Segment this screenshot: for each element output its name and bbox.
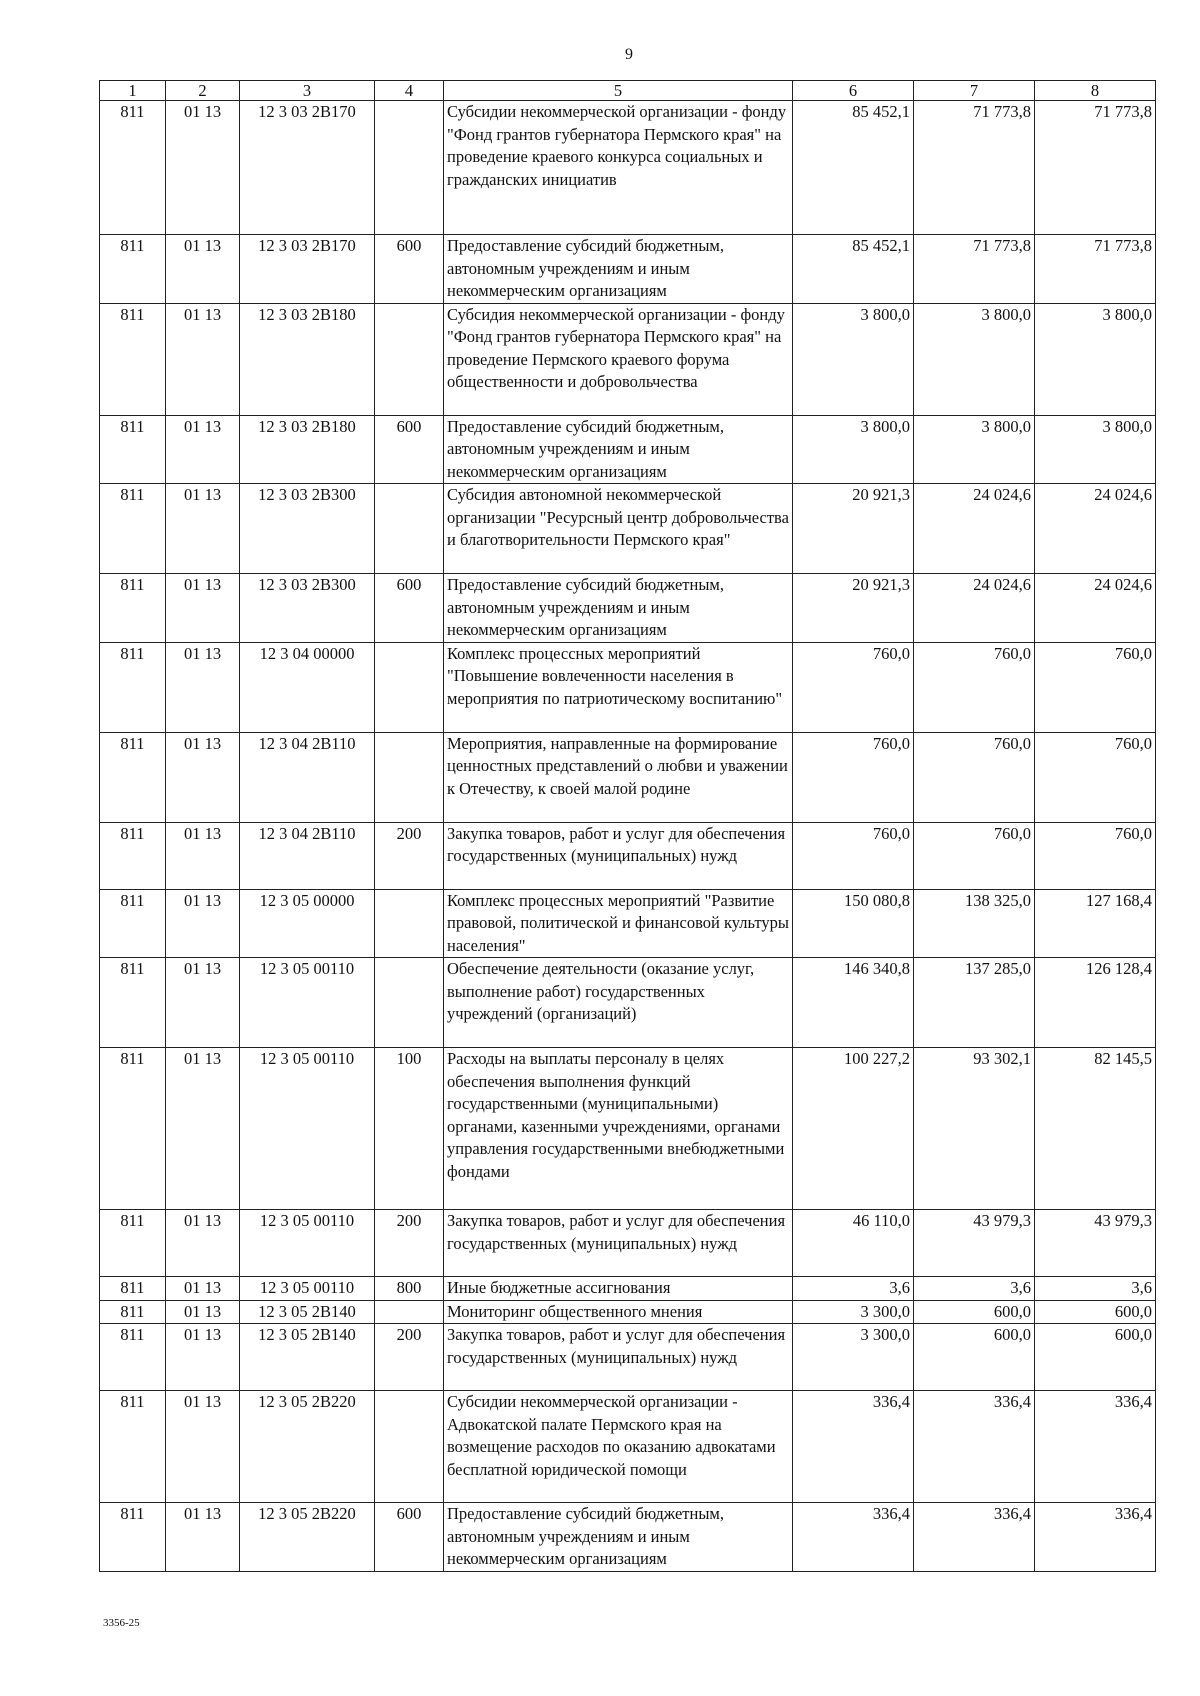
expense-type-cell: 200 (375, 1210, 444, 1277)
target-article-cell: 12 3 03 2В300 (240, 484, 375, 574)
amount-year3-cell: 82 145,5 (1035, 1048, 1156, 1210)
amount-year3-cell: 3 800,0 (1035, 415, 1156, 484)
amount-year3-cell: 127 168,4 (1035, 889, 1156, 958)
amount-year2-cell: 760,0 (914, 822, 1035, 889)
target-article-cell: 12 3 05 00110 (240, 1277, 375, 1301)
section-code-cell: 01 13 (166, 574, 240, 643)
amount-year1-cell: 146 340,8 (793, 958, 914, 1048)
header-cell: 2 (166, 81, 240, 101)
expense-type-cell (375, 732, 444, 822)
agency-code-cell: 811 (100, 101, 166, 235)
expense-type-cell: 600 (375, 1503, 444, 1572)
target-article-cell: 12 3 03 2В170 (240, 101, 375, 235)
section-code-cell: 01 13 (166, 1300, 240, 1324)
description-cell: Закупка товаров, работ и услуг для обеспечения государственных (муниципальных) нужд (444, 1324, 793, 1391)
agency-code-cell: 811 (100, 732, 166, 822)
table-row (100, 958, 1156, 1048)
target-article-cell: 12 3 05 2В220 (240, 1391, 375, 1503)
agency-code-cell: 811 (100, 889, 166, 958)
table-row (100, 1210, 1156, 1277)
agency-code-cell: 811 (100, 1391, 166, 1503)
table-row (100, 1048, 1156, 1210)
expense-type-cell: 800 (375, 1277, 444, 1301)
section-code-cell: 01 13 (166, 889, 240, 958)
section-code-cell: 01 13 (166, 101, 240, 235)
description-cell: Закупка товаров, работ и услуг для обеспечения государственных (муниципальных) нужд (444, 822, 793, 889)
amount-year2-cell: 336,4 (914, 1391, 1035, 1503)
table-row (100, 822, 1156, 889)
amount-year3-cell: 600,0 (1035, 1300, 1156, 1324)
target-article-cell: 12 3 05 2В220 (240, 1503, 375, 1572)
table-row (100, 101, 1156, 235)
agency-code-cell: 811 (100, 1324, 166, 1391)
amount-year1-cell: 3 300,0 (793, 1300, 914, 1324)
table-row (100, 303, 1156, 415)
amount-year2-cell: 3 800,0 (914, 415, 1035, 484)
header-cell: 6 (793, 81, 914, 101)
target-article-cell: 12 3 03 2В180 (240, 415, 375, 484)
table-row (100, 415, 1156, 484)
amount-year3-cell: 760,0 (1035, 732, 1156, 822)
target-article-cell: 12 3 03 2В180 (240, 303, 375, 415)
section-code-cell: 01 13 (166, 303, 240, 415)
table-row (100, 484, 1156, 574)
target-article-cell: 12 3 05 00110 (240, 958, 375, 1048)
amount-year3-cell: 71 773,8 (1035, 235, 1156, 304)
amount-year2-cell: 24 024,6 (914, 574, 1035, 643)
expense-type-cell (375, 1300, 444, 1324)
agency-code-cell: 811 (100, 303, 166, 415)
section-code-cell: 01 13 (166, 1391, 240, 1503)
amount-year1-cell: 336,4 (793, 1503, 914, 1572)
table-row (100, 1277, 1156, 1301)
section-code-cell: 01 13 (166, 1324, 240, 1391)
section-code-cell: 01 13 (166, 1503, 240, 1572)
agency-code-cell: 811 (100, 1277, 166, 1301)
agency-code-cell: 811 (100, 484, 166, 574)
amount-year3-cell: 336,4 (1035, 1391, 1156, 1503)
description-cell: Комплекс процессных мероприятий "Развитие правовой, политической и финансовой культуры населения" (444, 889, 793, 958)
amount-year3-cell: 24 024,6 (1035, 484, 1156, 574)
expense-type-cell (375, 958, 444, 1048)
section-code-cell: 01 13 (166, 1048, 240, 1210)
target-article-cell: 12 3 04 2В110 (240, 732, 375, 822)
section-code-cell: 01 13 (166, 1277, 240, 1301)
agency-code-cell: 811 (100, 415, 166, 484)
description-cell: Комплекс процессных мероприятий "Повышение вовлеченности населения в мероприятия по патриотическому воспитанию" (444, 642, 793, 732)
agency-code-cell: 811 (100, 958, 166, 1048)
amount-year2-cell: 3,6 (914, 1277, 1035, 1301)
amount-year2-cell: 71 773,8 (914, 235, 1035, 304)
amount-year3-cell: 760,0 (1035, 642, 1156, 732)
header-row (100, 81, 1156, 101)
expense-type-cell (375, 1391, 444, 1503)
description-cell: Предоставление субсидий бюджетным, автономным учреждениям и иным некоммерческим организациям (444, 235, 793, 304)
amount-year2-cell: 336,4 (914, 1503, 1035, 1572)
amount-year1-cell: 100 227,2 (793, 1048, 914, 1210)
amount-year2-cell: 760,0 (914, 732, 1035, 822)
amount-year3-cell: 3,6 (1035, 1277, 1156, 1301)
amount-year1-cell: 85 452,1 (793, 235, 914, 304)
amount-year2-cell: 137 285,0 (914, 958, 1035, 1048)
amount-year1-cell: 46 110,0 (793, 1210, 914, 1277)
target-article-cell: 12 3 05 2В140 (240, 1300, 375, 1324)
agency-code-cell: 811 (100, 574, 166, 643)
description-cell: Предоставление субсидий бюджетным, автономным учреждениям и иным некоммерческим организациям (444, 574, 793, 643)
amount-year2-cell: 138 325,0 (914, 889, 1035, 958)
expense-type-cell: 600 (375, 574, 444, 643)
agency-code-cell: 811 (100, 822, 166, 889)
amount-year3-cell: 3 800,0 (1035, 303, 1156, 415)
amount-year1-cell: 3,6 (793, 1277, 914, 1301)
expense-type-cell (375, 101, 444, 235)
header-cell: 4 (375, 81, 444, 101)
amount-year1-cell: 20 921,3 (793, 574, 914, 643)
expense-type-cell: 600 (375, 415, 444, 484)
table-row (100, 574, 1156, 643)
description-cell: Субсидия некоммерческой организации - фонду "Фонд грантов губернатора Пермского края" на проведение Пермского краевого форума общественности и добровольчества (444, 303, 793, 415)
amount-year1-cell: 3 800,0 (793, 303, 914, 415)
target-article-cell: 12 3 04 2В110 (240, 822, 375, 889)
header-cell: 7 (914, 81, 1035, 101)
amount-year1-cell: 3 300,0 (793, 1324, 914, 1391)
amount-year3-cell: 43 979,3 (1035, 1210, 1156, 1277)
table-row (100, 1324, 1156, 1391)
amount-year1-cell: 336,4 (793, 1391, 914, 1503)
table-row (100, 1391, 1156, 1503)
description-cell: Закупка товаров, работ и услуг для обеспечения государственных (муниципальных) нужд (444, 1210, 793, 1277)
amount-year1-cell: 760,0 (793, 732, 914, 822)
amount-year3-cell: 24 024,6 (1035, 574, 1156, 643)
target-article-cell: 12 3 05 00110 (240, 1048, 375, 1210)
amount-year2-cell: 3 800,0 (914, 303, 1035, 415)
description-cell: Иные бюджетные ассигнования (444, 1277, 793, 1301)
amount-year1-cell: 760,0 (793, 642, 914, 732)
expense-type-cell (375, 303, 444, 415)
expense-type-cell: 100 (375, 1048, 444, 1210)
section-code-cell: 01 13 (166, 235, 240, 304)
description-cell: Предоставление субсидий бюджетным, автономным учреждениям и иным некоммерческим организациям (444, 415, 793, 484)
amount-year1-cell: 760,0 (793, 822, 914, 889)
header-cell: 1 (100, 81, 166, 101)
section-code-cell: 01 13 (166, 822, 240, 889)
table-row (100, 235, 1156, 304)
amount-year2-cell: 93 302,1 (914, 1048, 1035, 1210)
header-cell: 5 (444, 81, 793, 101)
expense-type-cell (375, 484, 444, 574)
expense-type-cell: 200 (375, 1324, 444, 1391)
table-row (100, 1503, 1156, 1572)
amount-year1-cell: 20 921,3 (793, 484, 914, 574)
amount-year3-cell: 336,4 (1035, 1503, 1156, 1572)
agency-code-cell: 811 (100, 1503, 166, 1572)
description-cell: Расходы на выплаты персоналу в целях обеспечения выполнения функций государственными (муниципальными) органами, казенными учреждениями, органами управления государственными внебюджетными фондами (444, 1048, 793, 1210)
description-cell: Субсидии некоммерческой организации - фонду "Фонд грантов губернатора Пермского края" на проведение краевого конкурса социальных и гражданских инициатив (444, 101, 793, 235)
section-code-cell: 01 13 (166, 484, 240, 574)
table-row (100, 642, 1156, 732)
table-row (100, 732, 1156, 822)
expense-type-cell (375, 642, 444, 732)
table-row (100, 1300, 1156, 1324)
target-article-cell: 12 3 05 00110 (240, 1210, 375, 1277)
amount-year2-cell: 71 773,8 (914, 101, 1035, 235)
page-number: 9 (625, 46, 633, 63)
amount-year3-cell: 600,0 (1035, 1324, 1156, 1391)
amount-year1-cell: 150 080,8 (793, 889, 914, 958)
description-cell: Субсидия автономной некоммерческой организации "Ресурсный центр добровольчества и благотворительности Пермского края" (444, 484, 793, 574)
description-cell: Мероприятия, направленные на формирование ценностных представлений о любви и уважении к Отечеству, к своей малой родине (444, 732, 793, 822)
agency-code-cell: 811 (100, 235, 166, 304)
document-code: 3356-25 (103, 1617, 140, 1629)
description-cell: Предоставление субсидий бюджетным, автономным учреждениям и иным некоммерческим организациям (444, 1503, 793, 1572)
expense-type-cell (375, 889, 444, 958)
section-code-cell: 01 13 (166, 415, 240, 484)
amount-year2-cell: 24 024,6 (914, 484, 1035, 574)
target-article-cell: 12 3 05 2В140 (240, 1324, 375, 1391)
description-cell: Обеспечение деятельности (оказание услуг, выполнение работ) государственных учреждений (организаций) (444, 958, 793, 1048)
agency-code-cell: 811 (100, 1300, 166, 1324)
target-article-cell: 12 3 03 2В300 (240, 574, 375, 643)
amount-year2-cell: 760,0 (914, 642, 1035, 732)
target-article-cell: 12 3 04 00000 (240, 642, 375, 732)
amount-year1-cell: 3 800,0 (793, 415, 914, 484)
amount-year3-cell: 760,0 (1035, 822, 1156, 889)
header-cell: 3 (240, 81, 375, 101)
target-article-cell: 12 3 05 00000 (240, 889, 375, 958)
budget-table (99, 80, 1156, 1572)
description-cell: Субсидии некоммерческой организации - Адвокатской палате Пермского края на возмещение расходов по оказанию адвокатами бесплатной юридической помощи (444, 1391, 793, 1503)
section-code-cell: 01 13 (166, 642, 240, 732)
amount-year3-cell: 126 128,4 (1035, 958, 1156, 1048)
amount-year2-cell: 43 979,3 (914, 1210, 1035, 1277)
agency-code-cell: 811 (100, 1210, 166, 1277)
agency-code-cell: 811 (100, 642, 166, 732)
amount-year2-cell: 600,0 (914, 1300, 1035, 1324)
description-cell: Мониторинг общественного мнения (444, 1300, 793, 1324)
amount-year2-cell: 600,0 (914, 1324, 1035, 1391)
section-code-cell: 01 13 (166, 958, 240, 1048)
header-cell: 8 (1035, 81, 1156, 101)
target-article-cell: 12 3 03 2В170 (240, 235, 375, 304)
section-code-cell: 01 13 (166, 1210, 240, 1277)
agency-code-cell: 811 (100, 1048, 166, 1210)
amount-year3-cell: 71 773,8 (1035, 101, 1156, 235)
section-code-cell: 01 13 (166, 732, 240, 822)
amount-year1-cell: 85 452,1 (793, 101, 914, 235)
table-row (100, 889, 1156, 958)
expense-type-cell: 200 (375, 822, 444, 889)
expense-type-cell: 600 (375, 235, 444, 304)
